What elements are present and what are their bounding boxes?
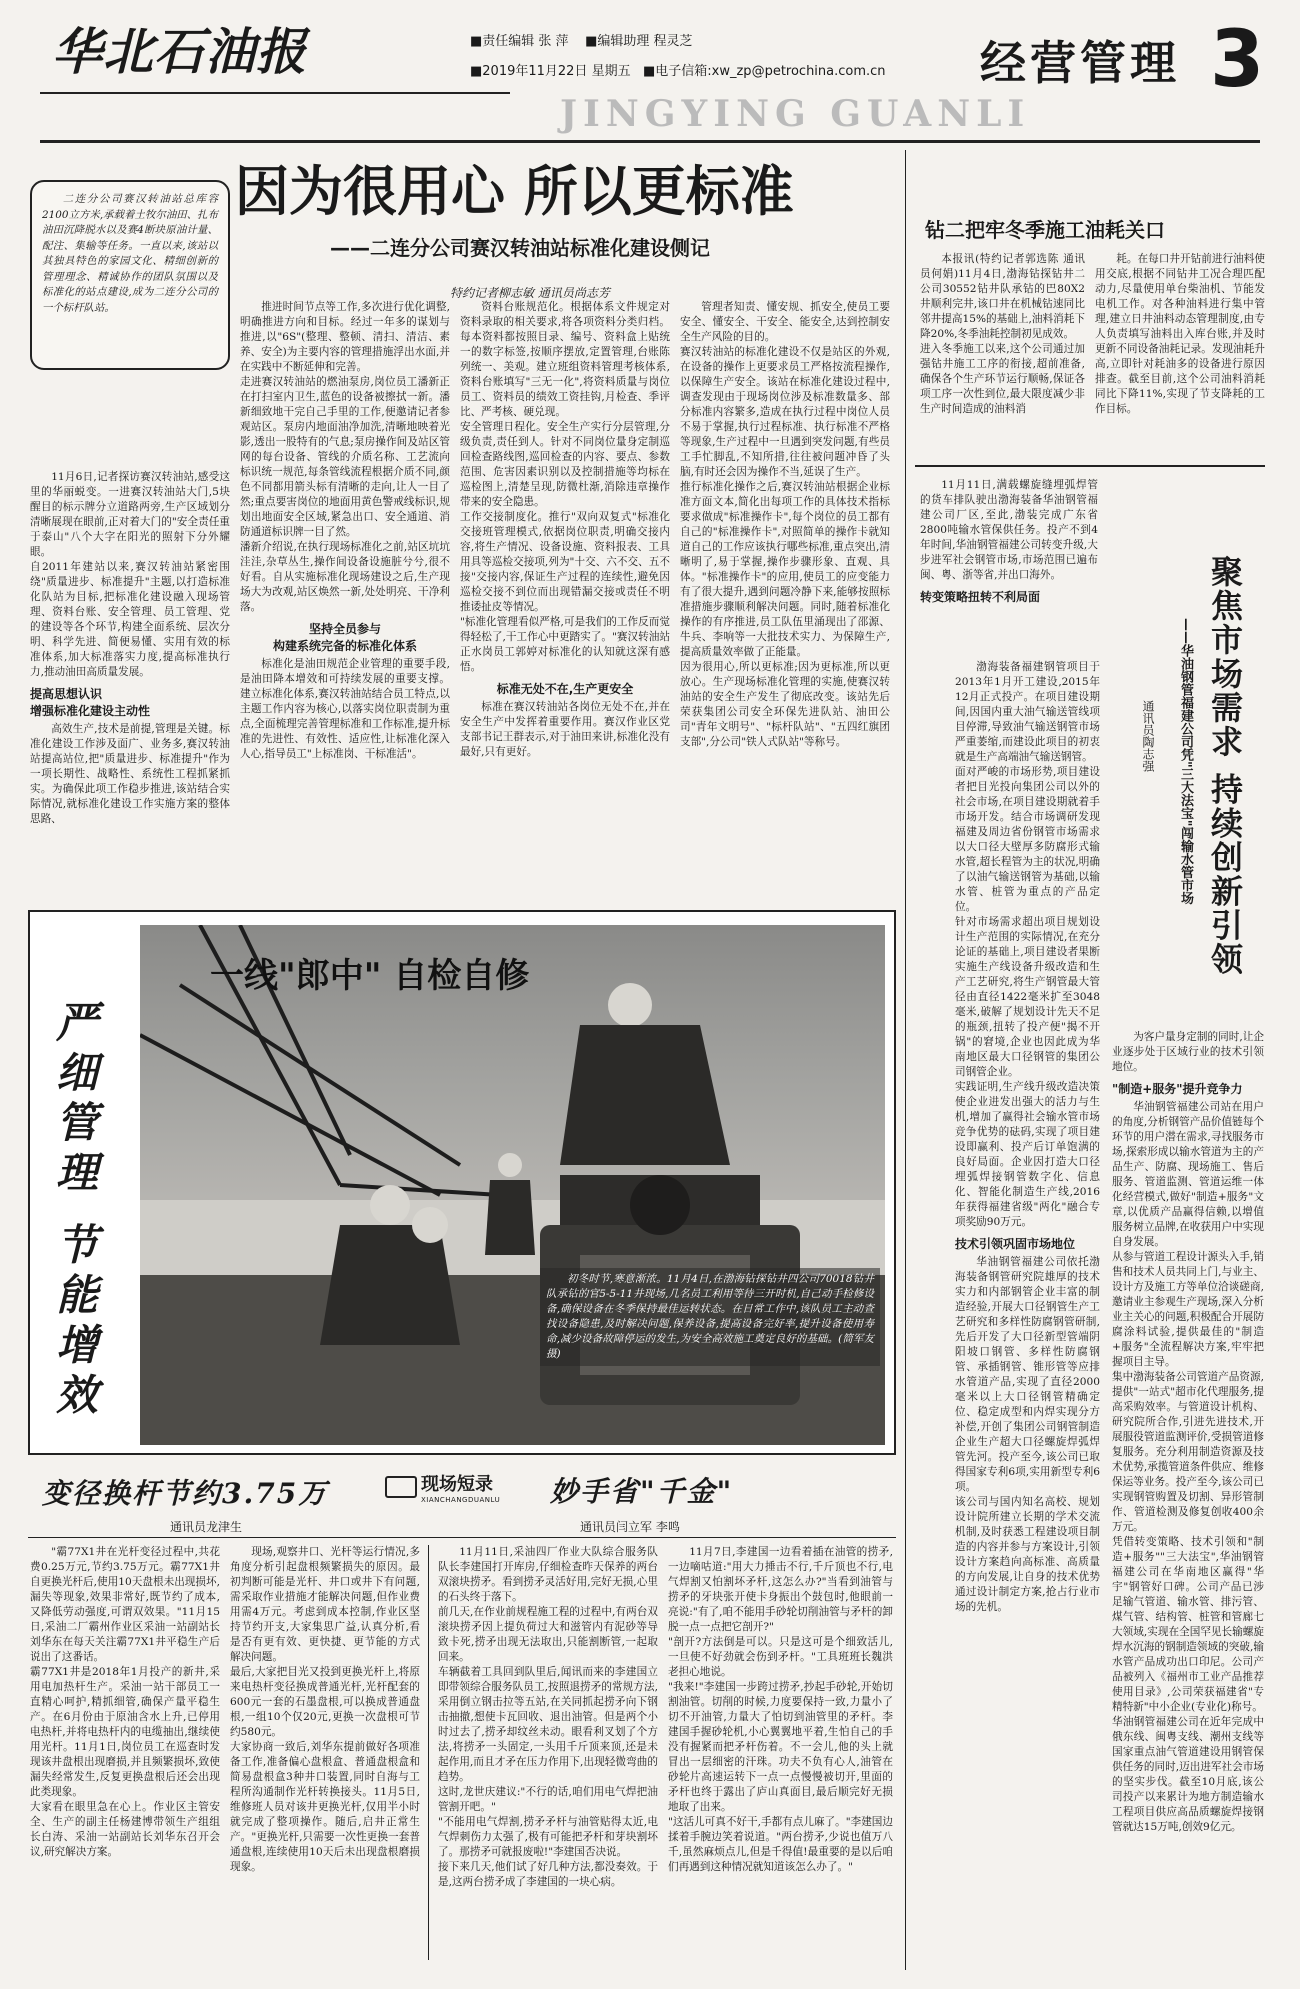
photo-title: 一线"郎中" 自检自修 bbox=[210, 956, 530, 996]
field-notes-pinyin: XIANCHANGDUANLU bbox=[421, 1496, 501, 1504]
right-news-column-1 bbox=[920, 252, 1085, 452]
right-news-rule bbox=[915, 465, 1265, 467]
masthead-rule-left bbox=[40, 92, 510, 94]
lead-col1b-text: 高效生产,技术是前提,管理是关键。标准化建设工作涉及面广、业务多,赛汉转油站提高站位,把"质量进步、标准提升"作为一项长期性、战略性、系统性工程抓紧抓实。为确保此项工作稳步推进,该站结合实际情况,就标准化建设工作实施方案的整体思路、 bbox=[30, 723, 230, 825]
lead-col1-text: 11月6日,记者探访赛汉转油站,感受这里的华丽蜕变。一进赛汉转油站大门,5块醒目的标示牌分立道路两旁,生产区域划分清晰展现在眼前,正对着大门的"安全责任重于泰山"八个大字在阳光的照射下分外耀眼。 自2011年建站以来,赛汉转油站紧密围绕"质量进步、标准提升"主题,以打造标准化队站为目标,把标准化建设融入现场管理、资料台账、安全管理、员工管理、党的建设等各个环节,构建全面系统、层次分明、科学先进、简便易懂、实用有效的标准体系,加大标准落实力度,提高标准执行力,推动油田高质量发展。 bbox=[30, 471, 230, 678]
feature-subtitle: ——华油钢管福建公司凭"三大法宝"闯输水管市场 bbox=[1178, 618, 1193, 905]
feature-subhead-2: 技术引领巩固市场地位 bbox=[955, 1237, 1076, 1251]
section-title: 经营管理 bbox=[980, 36, 1180, 90]
field-notes-label: 现场短录 bbox=[421, 1474, 493, 1495]
slogan: 严细管理 节能增效 bbox=[50, 1000, 99, 1423]
feature-col1c-text: 华油钢管福建公司依托渤海装备钢管研究院雄厚的技术实力和内部钢管企业丰富的制造经验,开展大口径钢管生产工艺研究和多样性防腐钢管研制,先后开发了大口径新型管端阴阳坡口钢管、多样性防腐钢管、承插钢管、锥形管等应排水管道产品,实现了直径2000毫米以上大口径钢管精确定位、稳定成型和内焊实现分方补偿,开创了集团公司钢管制造企业生产超大口径螺旋焊弧焊管先河。投产至今,该公司已取得国家专利6项,实用新型专利6项。 该公司与国内知名高校、规划设计院所建立长期的学术交流机制,及时获悉工程建设项目制造的内容并参与方案设计,引领设计方案趋向高标准、高质量的方向发展,让自身的技术优势通过设计制定方案,抢占行业市场的先机。 bbox=[955, 1256, 1100, 1613]
lead-col3-text: 资料台账规范化。根据体系文件规定对资料录取的相关要求,将各项资料分类归档。每本资料都按照目录、编号、资料盒上贴统一的数字标签,按顺序摆放,定置管理,台账陈列统一、美观。建立班组资料管理考核体系,资料台账填写"三无一化",将资料质量与岗位员工、资料员的绩效工资挂钩,月检查、季评比、严考核、硬兑现。 安全管理日程化。安全生产实行分层管理,分级负责,责任到人。针对不同岗位量身定制巡回检查路线图,巡回检查的内容、要点、参数范围、危害因素识别以及控制措施等均标在巡检图上,清楚呈现,防微杜渐,消除违章操作带来的安全隐患。 工作交接制度化。推行"双向双复式"标准化交接班管理模式,依据岗位职责,明确交接内容,将生产情况、设备设施、资料报表、工具用具等巡检交接项,列为"十交、六不交、五不接"交接内容,保证生产过程的连续性,避免因巡检交接不到位而出现错漏交接或责任不明推诿扯皮等情况。 "标准化管理看似严格,可是我们的工作反而觉得轻松了,干工作心中更踏实了。"赛汉转油站正水岗员工郭婷对标准化的认知就这深有感悟。 bbox=[460, 301, 670, 673]
feature-column-2 bbox=[1112, 1030, 1264, 1960]
story1-col1-text: "霸77X1井在光杆变径过程中,共花费0.25万元,节约3.75万元。霸77X1井自更换光杆后,使用10天盘根未出现损坏,漏失等现象,效果非常好,既节约了成本,又降低劳动强度,可谓双效果。"11月15日,采油二厂霸州作业区采油一站副站长刘华东在每天关注霸77X1井平稳生产后说出了这番话。 霸77X1井是2018年1月投产的新井,采用电加热杆生产。采油一站干部员工一直精心呵护,精抓细管,确保产量平稳生产。在6月份由于原油含水上升,已停用电热杆,并将电热杆内的电缆抽出,继续使用光杆。11月1日,岗位员工在巡查时发现该井盘根出现磨损,并且频繁损坏,致使漏失经常发生,反复更换盘根后还会出现此类现象。 大家看在眼里急在心上。作业区主管安全、生产的副主任杨建博带领生产组组长白涛、采油一站副站长刘华东召开会议,研究解决方案。 bbox=[30, 1546, 220, 1858]
photo-illustration bbox=[140, 925, 885, 1445]
story2-title: 妙手省"千金" bbox=[550, 1475, 734, 1508]
story1-column-1 bbox=[30, 1545, 220, 1965]
feature-col2b-text: 华油钢管福建公司站在用户的角度,分析钢管产品价值链每个环节的用户潜在需求,寻找服务市场,探索形成以输水管道为主的产品生产、防腐、现场施工、售后服务、管道监测、管道运维一体化经营模式,做好"制造+服务"文章,以优质产品赢得信赖,以增值服务树立品牌,在收获用户中实现自身发展。 从参与管道工程设计源头入手,销售和技术人员共同上门,与业主、设计方及施工方等单位洽谈磋商,邀请业主参观生产现场,深入分析业主关心的问题,积极配合开展防腐涂料试验,提供最佳的"制造+服务"全流程解决方案,牢牢把握项目主导。 集中渤海装备公司管道产品资源,提供"一站式"超市化代理服务,提高采购效率。与管道设计机构、研究院所合作,引进先进技术,开展服役管道监测评价,受损管道修复服务。充分利用制造资源及技术优势,承揽管道条件供应、维修保运等业务。投产至今,该公司已实现钢管购置及切割、异形管制作、管道检测及修复创收400余万元。 凭借转变策略、技术引领和"制造+服务""三大法宝",华油钢管福建公司在华南地区赢得"华宇"钢管好口碑。公司产品已涉足输气管道、输水管、排污管、煤气管、结构管、桩管和管廊七大领域,实现在全国罕见长输螺旋焊水沉海的钢制造领域的突破,输水管产品成功出口印尼。公司产品被列入《福州市工业产品推荐使用目录》,公司荣获福建省"专精特新"中小企业(专业化)称号。 华油钢管福建公司在近年完成中俄东线、闽粤支线、潮州支线等国家重点油气管道建设用钢管保供任务的同时,迈出进军社会市场的坚实步伐。截至10月底,该公司投产以来累计为地方制造输水工程项目供应高品质螺旋焊接钢管就达15万吨,创效9亿元。 bbox=[1112, 1101, 1264, 1833]
feature-subhead-1: 转变策略扭转不利局面 bbox=[920, 590, 1041, 604]
news-photo bbox=[140, 925, 885, 1445]
lead-column-4 bbox=[680, 300, 890, 890]
right-news-column-2 bbox=[1095, 252, 1265, 452]
feature-title: 聚焦市场需求 持续创新引领 bbox=[1206, 555, 1244, 977]
story-divider bbox=[428, 1545, 429, 1960]
right-news-col1-text: 本报讯(特约记者郭选陈 通讯员何娟)11月4日,渤海钻探钻井二公司30552钻井队承钻的巴80X2井顺利完井,该口井在机械钻速同比邻井提高15%的基础上,油料消耗下降20%,冬季油耗控制初见成效。 进入冬季施工以来,这个公司通过加强钻井施工工序的衔接,超前准备,确保各个生产环节运行顺畅,保证各项工序一次性到位,最大限度减少非生产时间造成的油料消 bbox=[920, 253, 1085, 415]
lead-subtitle: ——二连分公司赛汉转油站标准化建设侧记 bbox=[330, 236, 710, 260]
bottom-rule bbox=[28, 1537, 896, 1538]
lead-column-2 bbox=[240, 300, 450, 890]
lead-intro-text: 二连分公司赛汉转油站总库容2100立方米,承载着土牧尔油田、扎布油田沉降脱水以及赛4断块原油计量、配注、集输等任务。一直以来,该站以其独具特色的家园文化、精细创新的管理理念、精诚协作的团队氛围以及标准化的站点建设,成为二连分公司的一个标杆队站。 bbox=[42, 193, 218, 314]
editor-assistant: ■编辑助理 程灵芝 bbox=[585, 34, 693, 49]
editor: ■责任编辑 张 萍 bbox=[470, 34, 569, 49]
paper-logo: 华北石油报 bbox=[52, 22, 307, 81]
story1-byline: 通讯员龙津生 bbox=[170, 1520, 243, 1534]
editor-info bbox=[470, 30, 693, 49]
photo-caption-text: 初冬时节,寒意渐浓。11月4日,在渤海钻探钻井四公司70018钻井队承钻的官5-5-11井现场,几名员工利用等待三开时机,自己动手检修设备,确保设备在冬季保持最佳运转状态。在日常工作中,该队员工主动查找设备隐患,及时解决问题,保养设备,提高设备完好率,提升设备使用寿命,减少设备故障停运的发生,为安全高效施工奠定良好的基础。(简军友 摄) bbox=[546, 1273, 874, 1360]
story1-column-2 bbox=[230, 1545, 420, 1965]
page-number: 3 bbox=[1210, 15, 1265, 105]
lead-intro-box bbox=[30, 180, 230, 370]
feature-byline: 通讯员陶志强 bbox=[1141, 700, 1155, 772]
story2-col1-text: 11月11日,采油四厂作业大队综合服务队队长李建国打开库房,仔细检查昨天保养的两台双滚块捞矛。看到捞矛灵活好用,完好无损,心里的石头终于落下。 前几天,在作业前规程施工程的过程中,有两台双滚块捞矛因上提负荷过大和滋管内有泥砂等导致卡死,捞矛出现无法取出,只能割断管,一起取回来。 车辆截着工具回到队里后,闻讯而来的李建国立即带领综合服务队员工,按照退捞矛的常规方法,采用倒立钢击拉等五站,在关同抓起捞矛向下钢击抽撤,想使卡瓦回收、退出油管。但是两个小时过去了,捞矛却纹丝未动。眼看利叉划了个方法,将捞矛一头固定,一头用千斤顶来顶,还是未起作用,而且才矛在压力作用下,出现轻微弯曲的趋势。 这时,龙世庆建议:"不行的话,咱们用电气焊把油管割开吧。" "不能用电气焊割,捞矛矛杆与油管贴得太近,电气焊刺伤力太强了,极有可能把矛杆和芽块割坏了。那捞矛可就报废啦!"李建国否决说。 接下来几天,他们试了好几种方法,都没奏效。于是,这两台捞矛成了李建国的一块心病。 bbox=[438, 1546, 658, 1888]
lead-subhead-2: 坚持全员参与 构建系统完备的标准化体系 bbox=[272, 622, 417, 653]
lead-column-3 bbox=[460, 300, 670, 890]
feature-intro-column bbox=[920, 478, 1098, 648]
lead-col2b-text: 标准化是油田规范企业管理的重要手段,是油田降本增效和可持续发展的重要支撑。建立标准化体系,赛汉转油站结合员工特点,以主题工作内容为核心,以落实岗位职责制为重点,全面梳理完善管理标准和工作标准,提升标准的先进性、有效性、适应性,让标准化深入人心,指导员工"上标准岗、干标准活"。 bbox=[240, 658, 450, 760]
lead-title: 因为很用心 所以更标准 bbox=[235, 160, 794, 223]
story2-col2-text: 11月7日,李建国一边看着插在油管的捞矛,一边嘀咕道:"用大力捶击不行,千斤顶也不行,电气焊割又怕割坏矛杆,这怎么办?"当看到油管与捞矛的牙块张开使卡身振出个鼓包时,他眼前一亮说:"有了,咱不能用手砂轮切削油管与矛杆的卸脱一点一点把它剖开?" "剖开?方法倒是可以。只是这可是个细致活儿,一旦使不好劲就会伤到矛杆。"工具班班长魏洪老担心地说。 "我来!"李建国一步跨过捞矛,抄起手砂轮,开始切割油管。切削的时候,力度要保持一致,力量小了切不开油管,力量大了怕切到油管里的矛杆。李建国手握砂轮机,小心翼翼地平着,生怕自己的手没有握紧而把矛杆伤着。不一会儿,他的头上就冒出一层细密的汗珠。功夫不负有心人,油管在砂轮片高速运转下一点一点慢慢被切开,里面的矛杆也终于露出了庐山真面目,最后顺完好无损地取了出来。 "这活儿可真不好干,手都有点儿麻了。"李建国边揉着手腕边笑着说道。"两台捞矛,少说也值万八千,虽然麻烦点儿,但是千得值!最重要的是以后咱们再遇到这种情况就知道该怎么办了。" bbox=[668, 1546, 893, 1873]
lead-col3b-text: 标准在赛汉转油站各岗位无处不在,并在安全生产中发挥着重要作用。赛汉作业区党支部书记王群表示,对于油田来讲,标准化没有最好,只有更好。 bbox=[460, 701, 670, 758]
story2-column-1 bbox=[438, 1545, 658, 1965]
vertical-slogan-text bbox=[45, 1000, 125, 1440]
feature-col1b-text: 渤海装备福建钢管项目于2013年1月开工建设,2015年12月正式投产。在项目建设期间,因国内重大油气输送管线项目停滞,导致油气输送钢管市场严重萎缩,而建设此项目的初衷就是生产高端油气输送钢管。 面对严峻的市场形势,项目建设者把目光投向集团公司以外的社会市场,在项目建设期就着手市场开发。结合市场调研发现福建及周边省份钢管市场需求以大口径大壁厚多防腐形式输水管,超长程管为主的状况,明确了以油气输送钢管为基础,以输水管、桩管为重点的产品定位。 针对市场需求超出项目规划设计生产范围的实际情况,在充分论证的基础上,项目建设者果断实施生产线设备升级改造和生产工艺研究,将生产钢管最大管径由直径1422毫米扩至3048毫米,破解了规划设计先天不足的瓶颈,扭转了投产便"揭不开锅"的窘境,企业也因此成为华南地区最大口径钢管的集团公司钢管企业。 实践证明,生产线升级改造决策使企业进发出强大的活力与生机,增加了赢得社会输水管市场竞争优势的砝码,实现了项目建设即赢利、投产后订单饱满的良好局面。企业因打造大口径埋弧焊接钢管数字化、信息化、智能化制造生产线,2016年获得福建省级"两化"融合专项奖励90万元。 bbox=[955, 661, 1100, 1228]
right-news-title: 钻二把牢冬季施工油耗关口 bbox=[925, 218, 1165, 242]
column-divider bbox=[905, 150, 906, 1970]
photo-caption bbox=[540, 1268, 880, 1366]
contact-email: ■电子信箱:xw_zp@petrochina.com.cn bbox=[643, 64, 886, 79]
truck-icon bbox=[385, 1476, 417, 1498]
lead-subhead-1: 提高思想认识 增强标准化建设主动性 bbox=[30, 687, 151, 718]
story2-column-2 bbox=[668, 1545, 893, 1965]
masthead-rule bbox=[40, 140, 1260, 143]
section-pinyin: JINGYING GUANLI bbox=[560, 93, 1031, 135]
lead-col4-text: 管理者知责、懂安规、抓安全,使员工要安全、懂安全、干安全、能安全,达到控制安全生产风险的目的。 赛汉转油站的标准化建设不仅是站区的外观,在设备的操作上更要求员工严格按流程操作,以保障生产安全。该站在标准化建设过程中,调查发现由于现场岗位涉及标准数量多、部分标准内容繁多,造成在执行过程中岗位人员不易于掌握,执行过程标准、执行标准不严格等现象,生产过程中一旦遇到突发问题,有些员工手忙脚乱,不知所措,往往被问题冲昏了头脑,有时还会因为操作不当,延误了生产。 推行标准化操作之后,赛汉转油站根据企业标准方面文本,简化出每项工作的具体技术指标要求做成"标准操作卡",每个岗位的员工都有自己的"标准操作卡",对照简单的操作卡就知道自己的工作应该执行哪些标准,重点突出,清晰明了,易于掌握,操作步骤形象、直观、具体。"标准操作卡"的应用,使员工的应变能力有了很大提升,遇到问题冷静下来,能够按照标准措施步骤顺利解决问题。同时,随着标准化操作的有序推进,员工队伍里涌现出了邵源、牛兵、李响等一大批技术实力、为保障生产,提高质量效率做了正能量。 因为很用心,所以更标准;因为更标准,所以更放心。生产现场标准化管理的实施,使赛汉转油站的安全生产发生了彻底改变。该站先后荣获集团公司安全环保先进队站、油田公司"青年文明号"、"标杆队站"、"五四红旗团支部",分公司"铁人式队站"等称号。 bbox=[680, 301, 890, 748]
issue-date: ■2019年11月22日 星期五 bbox=[470, 64, 631, 79]
feature-col2-text: 为客户量身定制的同时,让企业逐步处于区域行业的技术引领地位。 bbox=[1112, 1031, 1264, 1073]
feature-column-1 bbox=[955, 660, 1100, 1960]
date-line bbox=[470, 60, 886, 79]
field-notes-badge bbox=[385, 1470, 525, 1514]
lead-subhead-3: 标准无处不在,生产更安全 bbox=[496, 682, 634, 696]
story1-col2-text: 现场,观察井口、光杆等运行情况,多角度分析引起盘根频繁损失的原因。最初判断可能是光杆、井口或井下有问题,需采取作业措施才能解决问题,但作业费用需4万元。考虑到成本控制,作业区坚持节约开支,大家集思广益,认真分析,看是否有更有效、更快捷、更节能的方式解决问题。 最后,大家把目光又投到更换光杆上,将原来电热杆变径换成普通光杆,光杆配套的600元一套的石墨盘根,可以换成普通盘根,一组10个仅20元,更换一次盘根可节约580元。 大家协商一致后,刘华东提前做好各项准备工作,准备偏心盘根盒、普通盘根盒和简易盘根盒3种井口装置,同时自海与工程所沟通制作光杆转换接头。11月5日,维修班人员对该井更换光杆,仅用半小时就完成了整项操作。随后,启井正常生产。"更换光杆,只需要一次性更换一套普通盘根,连续使用10天后未出现盘根磨损现象。 bbox=[230, 1546, 420, 1873]
feature-subhead-3: "制造+服务"提升竞争力 bbox=[1112, 1082, 1243, 1096]
lead-column-1 bbox=[30, 470, 230, 890]
lead-col2-text: 推进时间节点等工作,多次进行优化调整,明确推进方向和目标。经过一年多的谋划与推进,以"6S"(整理、整顿、清扫、清洁、素养、安全)为主要内容的管理措施浮出水面,并在实践中不断延伸和完善。 走进赛汉转油站的燃油泵房,岗位员工潘新正在打扫室内卫生,蓝色的设备被擦拭一新。潘新细致地干完自己手里的工作,便邀请记者参观站区。泵房内地面油净加洗,清晰地映着光影,透出一股特有的气息;泵房操作间及站区管网的每台设备、管线的介质名称、工艺流向标识统一规范,每条管线流程根据介质不同,颜色不同都用箭头标有清晰的走向,让人一目了然;重点要害岗位的地面用黄色警戒线标识,规划出地面安全区域,紧急出口、安全通道、消防通道标识牌一目了然。 潘新介绍说,在执行现场标准化之前,站区坑坑洼洼,杂草丛生,操作间设备设施脏兮兮,很不好看。自从实施标准化现场建设之后,生产现场大为改观,站区焕然一新,处处明亮、干净利落。 bbox=[240, 301, 450, 613]
lead-byline: 特约记者柳志敏 通讯员尚志芳 bbox=[450, 286, 610, 300]
story1-title: 变径换杆节约3.75万 bbox=[42, 1477, 329, 1510]
right-news-col2-text: 耗。在每口井开钻前进行油料使用交底,根据不同钻井工况合理匹配动力,尽量使用单台柴油机、节能发电机工作。对各种油料进行集中管理,建立日井油料动态管理制度,由专人负责填写油料出入库台账,并及时更新不同设备油耗记录。发现油耗升高,立即针对耗油多的设备进行原因排查。截至目前,这个公司油料消耗同比下降11%,实现了节支降耗的工作目标。 bbox=[1095, 253, 1265, 415]
feature-intro-text: 11月11日,满载螺旋缝埋弧焊管的货车排队驶出渤海装备华油钢管福建公司厂区,至此,渤装完成广东省2800吨输水管保供任务。投产不到4年时间,华油钢管福建公司转变升级,大步进军社会钢管市场,市场范围已遍布闽、粤、浙等省,并出口海外。 bbox=[920, 479, 1098, 581]
story2-byline: 通讯员闫立军 李鸣 bbox=[580, 1520, 680, 1534]
